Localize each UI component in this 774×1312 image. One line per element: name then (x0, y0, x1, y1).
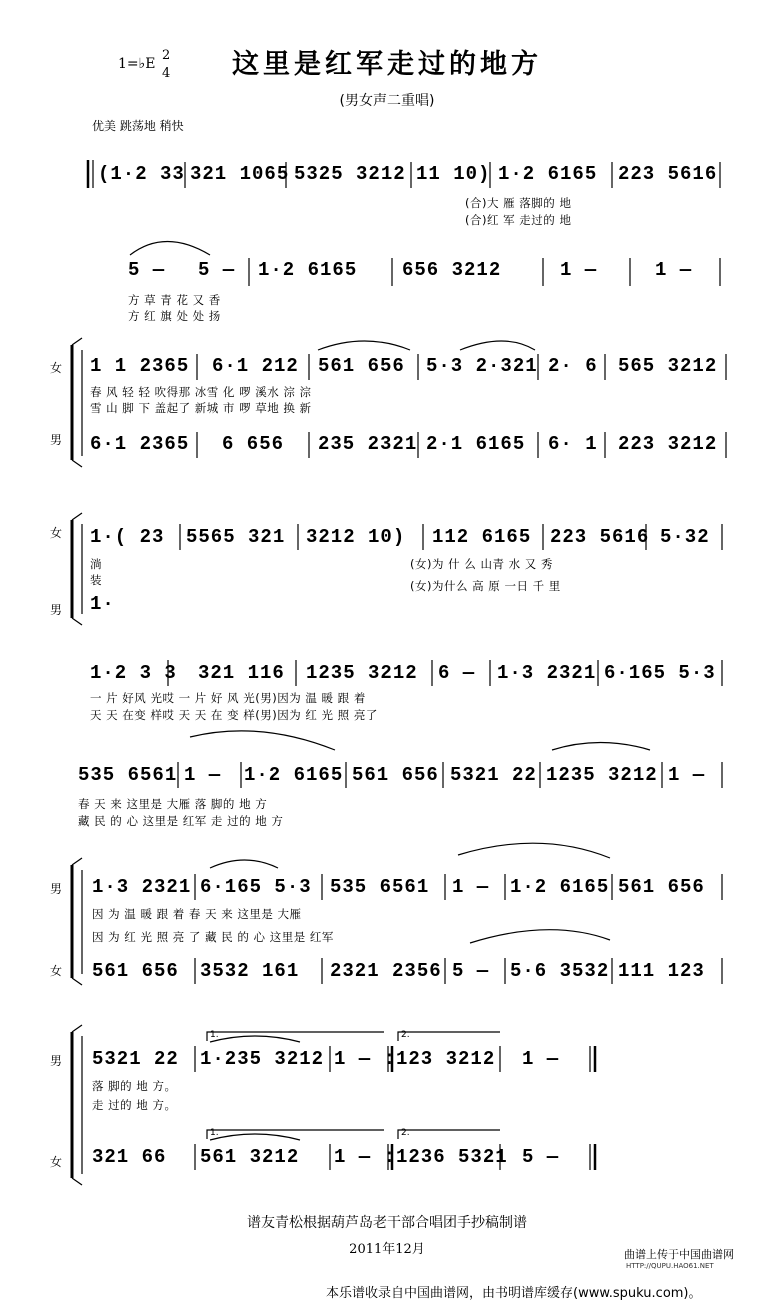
lyric-line: 一 片 好风 光哎 一 片 好 风 光(男)因为 温 暖 跟 着 (90, 691, 366, 705)
measure: 1·2 6165 (258, 259, 358, 281)
measure: 321 66 (92, 1146, 167, 1168)
measure: 565 3212 (618, 355, 718, 377)
measure: 2·1 6165 (426, 433, 526, 455)
measure: 6·165 5·3 (604, 662, 716, 684)
measure: 3212 10) (306, 526, 406, 548)
measure: 123 3212 (396, 1048, 496, 1070)
measure: 111 123 (618, 960, 705, 982)
lyric-line: 春 天 来 这里是 大雁 落 脚的 地 方 (78, 797, 268, 811)
measure: 1 — (655, 259, 693, 281)
measure: 561 656 (618, 876, 705, 898)
measure: 561 656 (352, 764, 439, 786)
lyric-line: 方 草 青 花 又 香 (128, 293, 221, 307)
measure: 5 — (198, 259, 236, 281)
voice-label-female: 女 (50, 1155, 63, 1169)
site-name: 曲谱上传于中国曲谱网 (624, 1248, 734, 1261)
measure: 1·3 2321 (497, 662, 597, 684)
measure: 112 6165 (432, 526, 532, 548)
measure: 1·2 6165 (244, 764, 344, 786)
measure: 656 3212 (402, 259, 502, 281)
volta-2: 2. (401, 1030, 410, 1040)
volta-2: 2. (401, 1128, 410, 1138)
credit-date: 2011年12月 (349, 1242, 425, 1257)
measure: 1·235 3212 (200, 1048, 325, 1070)
measure: 5·32 (660, 526, 710, 548)
measure: 1 1 2365 (90, 355, 190, 377)
lyric-line: 因 为 温 暖 跟 着 春 天 来 这里是 大雁 (92, 907, 302, 921)
measure: 5 — (128, 259, 166, 281)
measure: 1 — (184, 764, 222, 786)
voice-label-female: 女 (50, 526, 63, 540)
measure: 223 3212 (618, 433, 718, 455)
voice-label-male: 男 (50, 603, 63, 617)
measure: 5 — (522, 1146, 560, 1168)
measure: 6 — (438, 662, 476, 684)
lyric-line: 天 天 在变 样哎 天 天 在 变 样(男)因为 红 光 照 亮了 (90, 708, 378, 722)
measure: 6·1 212 (212, 355, 299, 377)
measure: 223 5616 (550, 526, 650, 548)
measure: 6·1 2365 (90, 433, 190, 455)
measure: 561 656 (318, 355, 405, 377)
measure: 1·3 2321 (92, 876, 192, 898)
measure: 5321 22 (92, 1048, 179, 1070)
lyric-line: (合)红 军 走过的 地 (465, 213, 572, 227)
measure: 561 3212 (200, 1146, 300, 1168)
measure: 5·3 2·321 (426, 355, 538, 377)
measure: 1 — : (334, 1048, 397, 1070)
measure: 1·2 6165 (498, 163, 598, 185)
measure: 6· 1 (548, 433, 598, 455)
measure: 5 — (452, 960, 490, 982)
measure: 1236 5321 (396, 1146, 508, 1168)
measure: 1·( 23 (90, 526, 165, 548)
footer-note: 本乐谱收录自中国曲谱网，由书明谱库缓存(www.spuku.com)。 (326, 1286, 702, 1301)
volta-1: 1. (210, 1030, 219, 1040)
lyric-line: 雪 山 脚 下 盖起了 新城 市 啰 草地 换 新 (90, 401, 312, 415)
lyric-line: (合)大 雁 落脚的 地 (465, 196, 572, 210)
measure: 6 656 (222, 433, 285, 455)
tempo-marking: 优美 跳荡地 稍快 (92, 119, 184, 133)
measure: 1·2 3 3 (90, 662, 177, 684)
volta-1: 1. (210, 1128, 219, 1138)
measure: 5321 22 (450, 764, 537, 786)
measure: 1235 3212 (306, 662, 418, 684)
measure: 11 10) (416, 163, 491, 185)
key-label: 1=♭E (118, 56, 156, 72)
measure: 561 656 (92, 960, 179, 982)
measure: 1 — (668, 764, 706, 786)
lyric-line: 方 红 旗 处 处 扬 (128, 309, 221, 323)
subtitle: (男女声二重唱) (339, 93, 435, 109)
measure: 3532 161 (200, 960, 300, 982)
lyric-line: (女)为 什 么 山青 水 又 秀 (410, 557, 553, 571)
measure: 1 — (522, 1048, 560, 1070)
lyric-line: 走 过的 地 方。 (92, 1098, 177, 1112)
voice-label-male: 男 (50, 433, 63, 447)
lyric-line: 藏 民 的 心 这里是 红军 走 过的 地 方 (78, 814, 284, 828)
measure: 2321 2356 (330, 960, 442, 982)
time-bottom: 4 (162, 66, 171, 81)
lyric-line: 因 为 红 光 照 亮 了 藏 民 的 心 这里是 红军 (92, 930, 334, 944)
page-title: 这里是红军走过的地方 (232, 49, 542, 80)
voice-label-female: 女 (50, 964, 63, 978)
voice-label-female: 女 (50, 361, 63, 375)
measure: 321 116 (198, 662, 285, 684)
measure: 321 1065 (190, 163, 290, 185)
measure: (1·2 33 (98, 163, 185, 185)
measure: 1235 3212 (546, 764, 658, 786)
measure: 1 — : (334, 1146, 397, 1168)
measure: 1 — (560, 259, 598, 281)
measure: 2· 6 (548, 355, 598, 377)
measure: 5325 3212 (294, 163, 406, 185)
site-url: HTTP://QUPU.HAO61.NET (626, 1262, 714, 1270)
voice-label-male: 男 (50, 1054, 63, 1068)
time-top: 2 (162, 48, 171, 63)
lyric-line: 装 (90, 573, 102, 587)
lyric-line: 春 风 轻 轻 吹得那 冰雪 化 啰 溪水 淙 淙 (90, 385, 312, 399)
lyric-line: 落 脚的 地 方。 (92, 1079, 177, 1093)
lyric-line: 淌 (90, 557, 102, 571)
measure: 535 6561 (78, 764, 178, 786)
measure: 235 2321 (318, 433, 418, 455)
measure: 535 6561 (330, 876, 430, 898)
voice-label-male: 男 (50, 882, 63, 896)
measure: 1 — (452, 876, 490, 898)
measure: 1· (90, 593, 115, 615)
lyric-line: (女)为什么 高 原 一日 千 里 (410, 579, 561, 593)
measure: 5565 321 (186, 526, 286, 548)
measure: 1·2 6165 (510, 876, 610, 898)
measure: 6·165 5·3 (200, 876, 312, 898)
measure: 223 5616 (618, 163, 718, 185)
credit-line: 谱友青松根据葫芦岛老干部合唱团手抄稿制谱 (247, 1215, 527, 1231)
measure: 5·6 3532 (510, 960, 610, 982)
